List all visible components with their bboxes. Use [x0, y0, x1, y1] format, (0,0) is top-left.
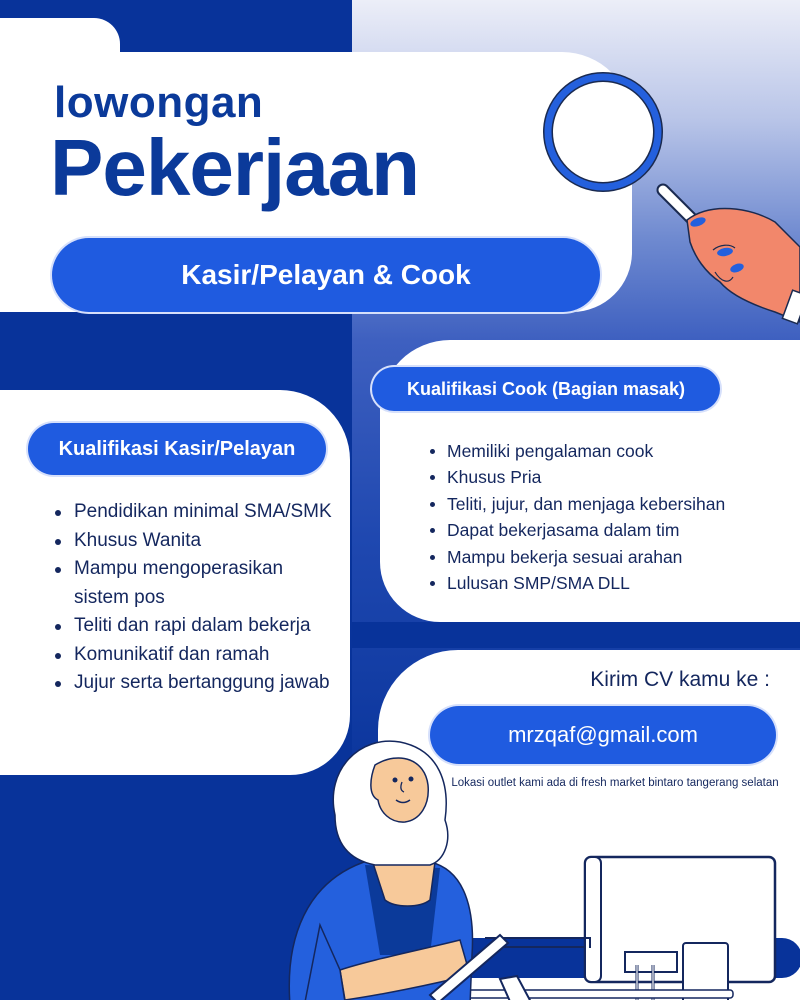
email-address[interactable]: mrzqaf@gmail.com — [508, 722, 698, 747]
list-item: Memiliki pengalaman cook — [428, 438, 788, 464]
kasir-qualification-list — [52, 498, 342, 698]
list-item: Teliti dan rapi dalam bekerja — [52, 612, 342, 641]
cook-qualification-list — [428, 438, 788, 596]
list-item: Lulusan SMP/SMA DLL — [428, 570, 788, 596]
list-item: Jujur serta bertanggung jawab — [52, 669, 342, 698]
list-item: Khusus Wanita — [52, 527, 342, 556]
divider-band — [352, 622, 800, 648]
list-item: Mampu bekerja sesuai arahan — [428, 544, 788, 570]
list-item: Pendidikan minimal SMA/SMK — [52, 498, 342, 527]
list-item: Khusus Pria — [428, 464, 788, 490]
magnifier-hand-icon — [535, 72, 800, 332]
location-text: Lokasi outlet kami ada di fresh market bintaro tangerang selatan — [451, 777, 779, 789]
list-item: Mampu mengoperasikan sistem pos — [52, 555, 342, 612]
title-small: lowongan — [54, 78, 264, 127]
list-item: Komunikatif dan ramah — [52, 641, 342, 670]
list-item: Teliti, jujur, dan menjaga kebersihan — [428, 491, 788, 517]
positions-label: Kasir/Pelayan & Cook — [181, 259, 471, 290]
cook-heading: Kualifikasi Cook (Bagian masak) — [406, 378, 686, 399]
cook-heading-pill — [372, 367, 720, 411]
kasir-heading-pill — [28, 423, 326, 475]
contact-heading: Kirim CV kamu ke : — [590, 668, 770, 691]
positions-pill — [52, 238, 600, 312]
list-item: Dapat bekerjasama dalam tim — [428, 517, 788, 543]
woman-at-desk-illustration — [280, 740, 800, 1000]
kasir-heading: Kualifikasi Kasir/Pelayan — [58, 437, 296, 460]
title-big: Pekerjaan — [50, 123, 420, 212]
